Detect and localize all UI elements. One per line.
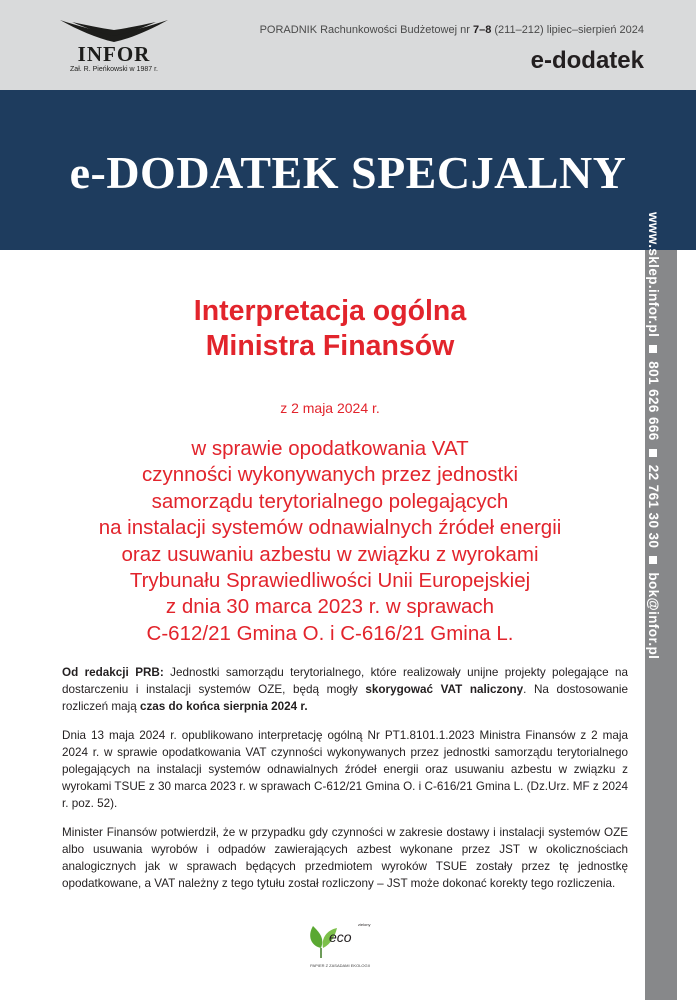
subject-line: oraz usuwaniu azbestu w związku z wyrokami [121, 542, 539, 566]
editorial-text: Jednostki samorządu terytorialnego, które realizowały unijne projekty polegające na dostarczeniu i instalacji systemów OZE, będą mogły [62, 666, 628, 697]
eco-logo [303, 918, 377, 976]
editorial-lead: Od redakcji PRB: [62, 666, 164, 679]
phone-1: 801 626 666 [646, 361, 661, 441]
contact-text [646, 212, 661, 659]
issue-number: 7–8 [472, 24, 492, 36]
subject-line: Trybunału Sprawiedliwości Unii Europejskiej [129, 569, 531, 593]
editorial-highlight: skorygować VAT naliczony [365, 683, 524, 697]
infor-logo [56, 16, 172, 80]
phone-2: 22 761 30 30 [646, 464, 661, 549]
separator-square-icon [649, 345, 657, 353]
document-title [40, 294, 620, 364]
eco-word: eco [329, 929, 352, 945]
paragraph: Dnia 13 maja 2024 r. opublikowano interpretację ogólną Nr PT1.8101.1.2023 Ministra Finansów z 2 maja 2024 r. w sprawie opodatkowania VAT czynności wykonywanych przez jednostki samorządu terytorialnego polegających na instalacji systemów odnawialnych źródeł energii oraz usuwaniu azbestu w związku z wyrokami TSUE z 30 marca 2023 r. w sprawach C-612/21 Gmina O. i C-616/21 Gmina L. (Dz.Urz. MF z 2024 r. poz. 52). [62, 728, 628, 811]
publication-name: PORADNIK Rachunkowości Budżetowej nr [259, 24, 470, 36]
subject-line: na instalacji systemów odnawialnych źródeł energii [98, 516, 562, 540]
editorial-deadline: czas do końca sierpnia 2024 r. [139, 700, 308, 714]
subject-line: samorządu terytorialnego polegających [151, 489, 509, 513]
separator-square-icon [649, 449, 657, 457]
issue-line [260, 24, 644, 36]
subject-line: C-612/21 Gmina O. i C-616/21 Gmina L. [146, 621, 514, 645]
document-date: z 2 maja 2024 r. [280, 400, 380, 416]
banner-title: e-DODATEK SPECJALNY [69, 147, 627, 198]
document-subject [30, 436, 630, 647]
issue-detail: (211–212) lipiec–sierpień 2024 [494, 24, 644, 36]
title-line-1: Interpretacja ogólna [193, 295, 467, 327]
title-banner [0, 90, 696, 250]
editorial-text: . Na dostosowanie rozliczeń mają [62, 683, 628, 714]
subject-line: z dnia 30 marca 2023 r. w sprawach [165, 595, 495, 619]
title-line-2: Ministra Finansów [205, 330, 455, 362]
subject-line: w sprawie opodatkowania VAT [191, 437, 469, 460]
editorial-note [62, 664, 628, 716]
eco-superscript: zielony [358, 922, 371, 927]
logo-subtitle: Zał. R. Pieńkowski w 1987 r. [70, 66, 158, 73]
subject-line: czynności wykonywanych przez jednostki [142, 463, 518, 487]
eco-caption: PAPIER Z ZASADAMI EKOLOGII [310, 963, 370, 968]
email-link[interactable]: bok@infor.pl [646, 572, 661, 660]
edition-label: e-dodatek [530, 47, 644, 74]
logo-text: INFOR [77, 42, 151, 66]
website-link[interactable]: www.sklep.infor.pl [646, 212, 661, 338]
body-text [62, 664, 628, 903]
separator-square-icon [649, 556, 657, 564]
paragraph: Minister Finansów potwierdził, że w przypadku gdy czynności w zakresie dostawy i instalacji systemów OZE albo usuwania wyrobów i odpadów zawierających azbest wykonane przez JST w okolicznościach analogicznych jak w sprawach będących przedmiotem wyroków TSUE zostały przez tę jednostkę opodatkowane, a VAT należny z tego tytułu został rozliczony – JST może dokonać korekty tego rozliczenia. [62, 825, 628, 891]
header-bar [0, 0, 696, 90]
